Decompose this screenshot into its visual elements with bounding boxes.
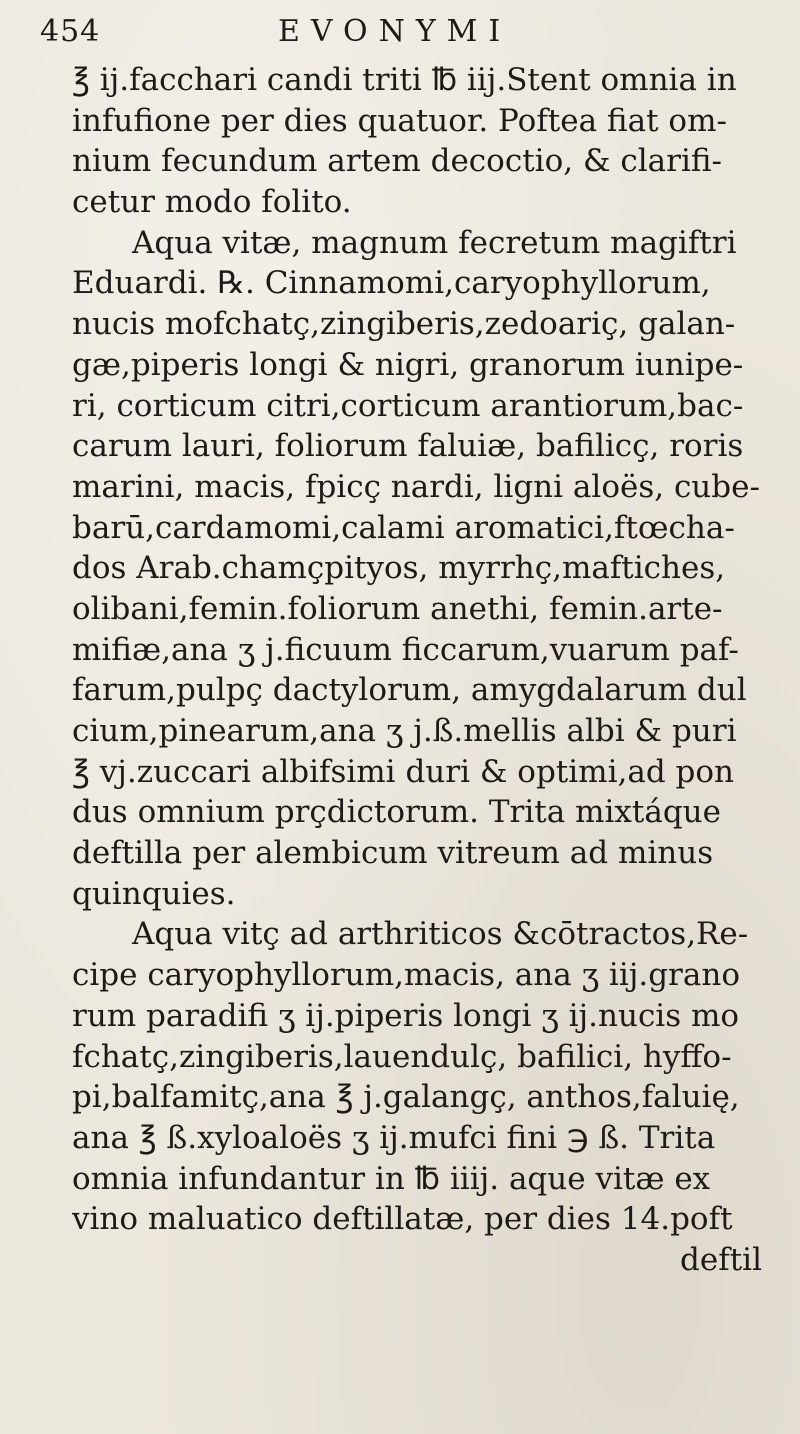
text-line: cetur modo folito. (72, 184, 352, 221)
text-line: quinquies. (72, 875, 236, 912)
text-line: infufione per dies quatuor. Poftea fiat om- (72, 102, 727, 139)
text-line: ℥ ij.facchari candi triti ℔ iij.Stent omnia in (72, 62, 737, 98)
text-line: vino maluatico deftillatæ, per dies 14.poft (72, 1201, 733, 1238)
text-line: deftilla per alembicum vitreum ad minus (72, 835, 714, 872)
text-line: gæ,piperis longi & nigri, granorum iunipe- (72, 346, 744, 383)
catchword: deftil (680, 1241, 762, 1278)
text-line: fchatç,zingiberis,lauendulç, bafilici, hyffo- (72, 1038, 732, 1075)
text-line: pi,balfamitç,ana ℥ j.galangç, anthos,faluię, (72, 1079, 740, 1116)
text-line: dus omnium prçdictorum. Trita mixtáque (72, 794, 721, 831)
text-line: marini, macis, fpicç nardi, ligni aloës, cube- (72, 468, 760, 505)
body-text (72, 60, 762, 1281)
text-line: cipe caryophyllorum,macis, ana ʒ iij.grano (72, 957, 740, 994)
running-head: EVONYMI (278, 14, 512, 49)
text-line: nucis mofchatç,zingiberis,zedoariç, galan- (72, 306, 736, 343)
text-line: mifiæ,ana ʒ j.ficuum ficcarum,vuarum paf- (72, 631, 739, 668)
text-line: barū,cardamomi,calami aromatici,ftœcha- (72, 509, 735, 546)
text-line: omnia infundantur in ℔ iiij. aque vitæ ex (72, 1160, 711, 1197)
text-line: ℥ vj.zuccari albifsimi duri & optimi,ad pon (72, 753, 734, 790)
page-number: 454 (40, 14, 101, 49)
text-line: Eduardi. ℞. Cinnamomi,caryophyllorum, (72, 265, 711, 302)
text-line: rum paradifi ʒ ij.piperis longi ʒ ij.nucis mo (72, 997, 740, 1034)
page-header (40, 8, 760, 48)
text-line: dos Arab.chamçpityos, myrrhç,maftiches, (72, 550, 726, 587)
text-line: ana ℥ ß.xyloaloës ʒ ij.mufci fini ℈ ß. Trita (72, 1119, 716, 1156)
text-line: Aqua vitæ, magnum fecretum magiftri (132, 224, 737, 261)
text-line: cium,pinearum,ana ʒ j.ß.mellis albi & puri (72, 713, 737, 749)
text-line: carum lauri, foliorum faluiæ, bafilicç, roris (72, 428, 744, 465)
text-line: olibani,femin.foliorum anethi, femin.arte- (72, 590, 723, 627)
text-line: ri, corticum citri,corticum arantiorum,bac- (72, 387, 744, 424)
text-line: farum,pulpç dactylorum, amygdalarum dul (72, 672, 747, 709)
text-line: nium fecundum artem decoctio, & clarifi- (72, 143, 723, 180)
text-line: Aqua vitç ad arthriticos &cōtractos,Re- (132, 916, 749, 953)
